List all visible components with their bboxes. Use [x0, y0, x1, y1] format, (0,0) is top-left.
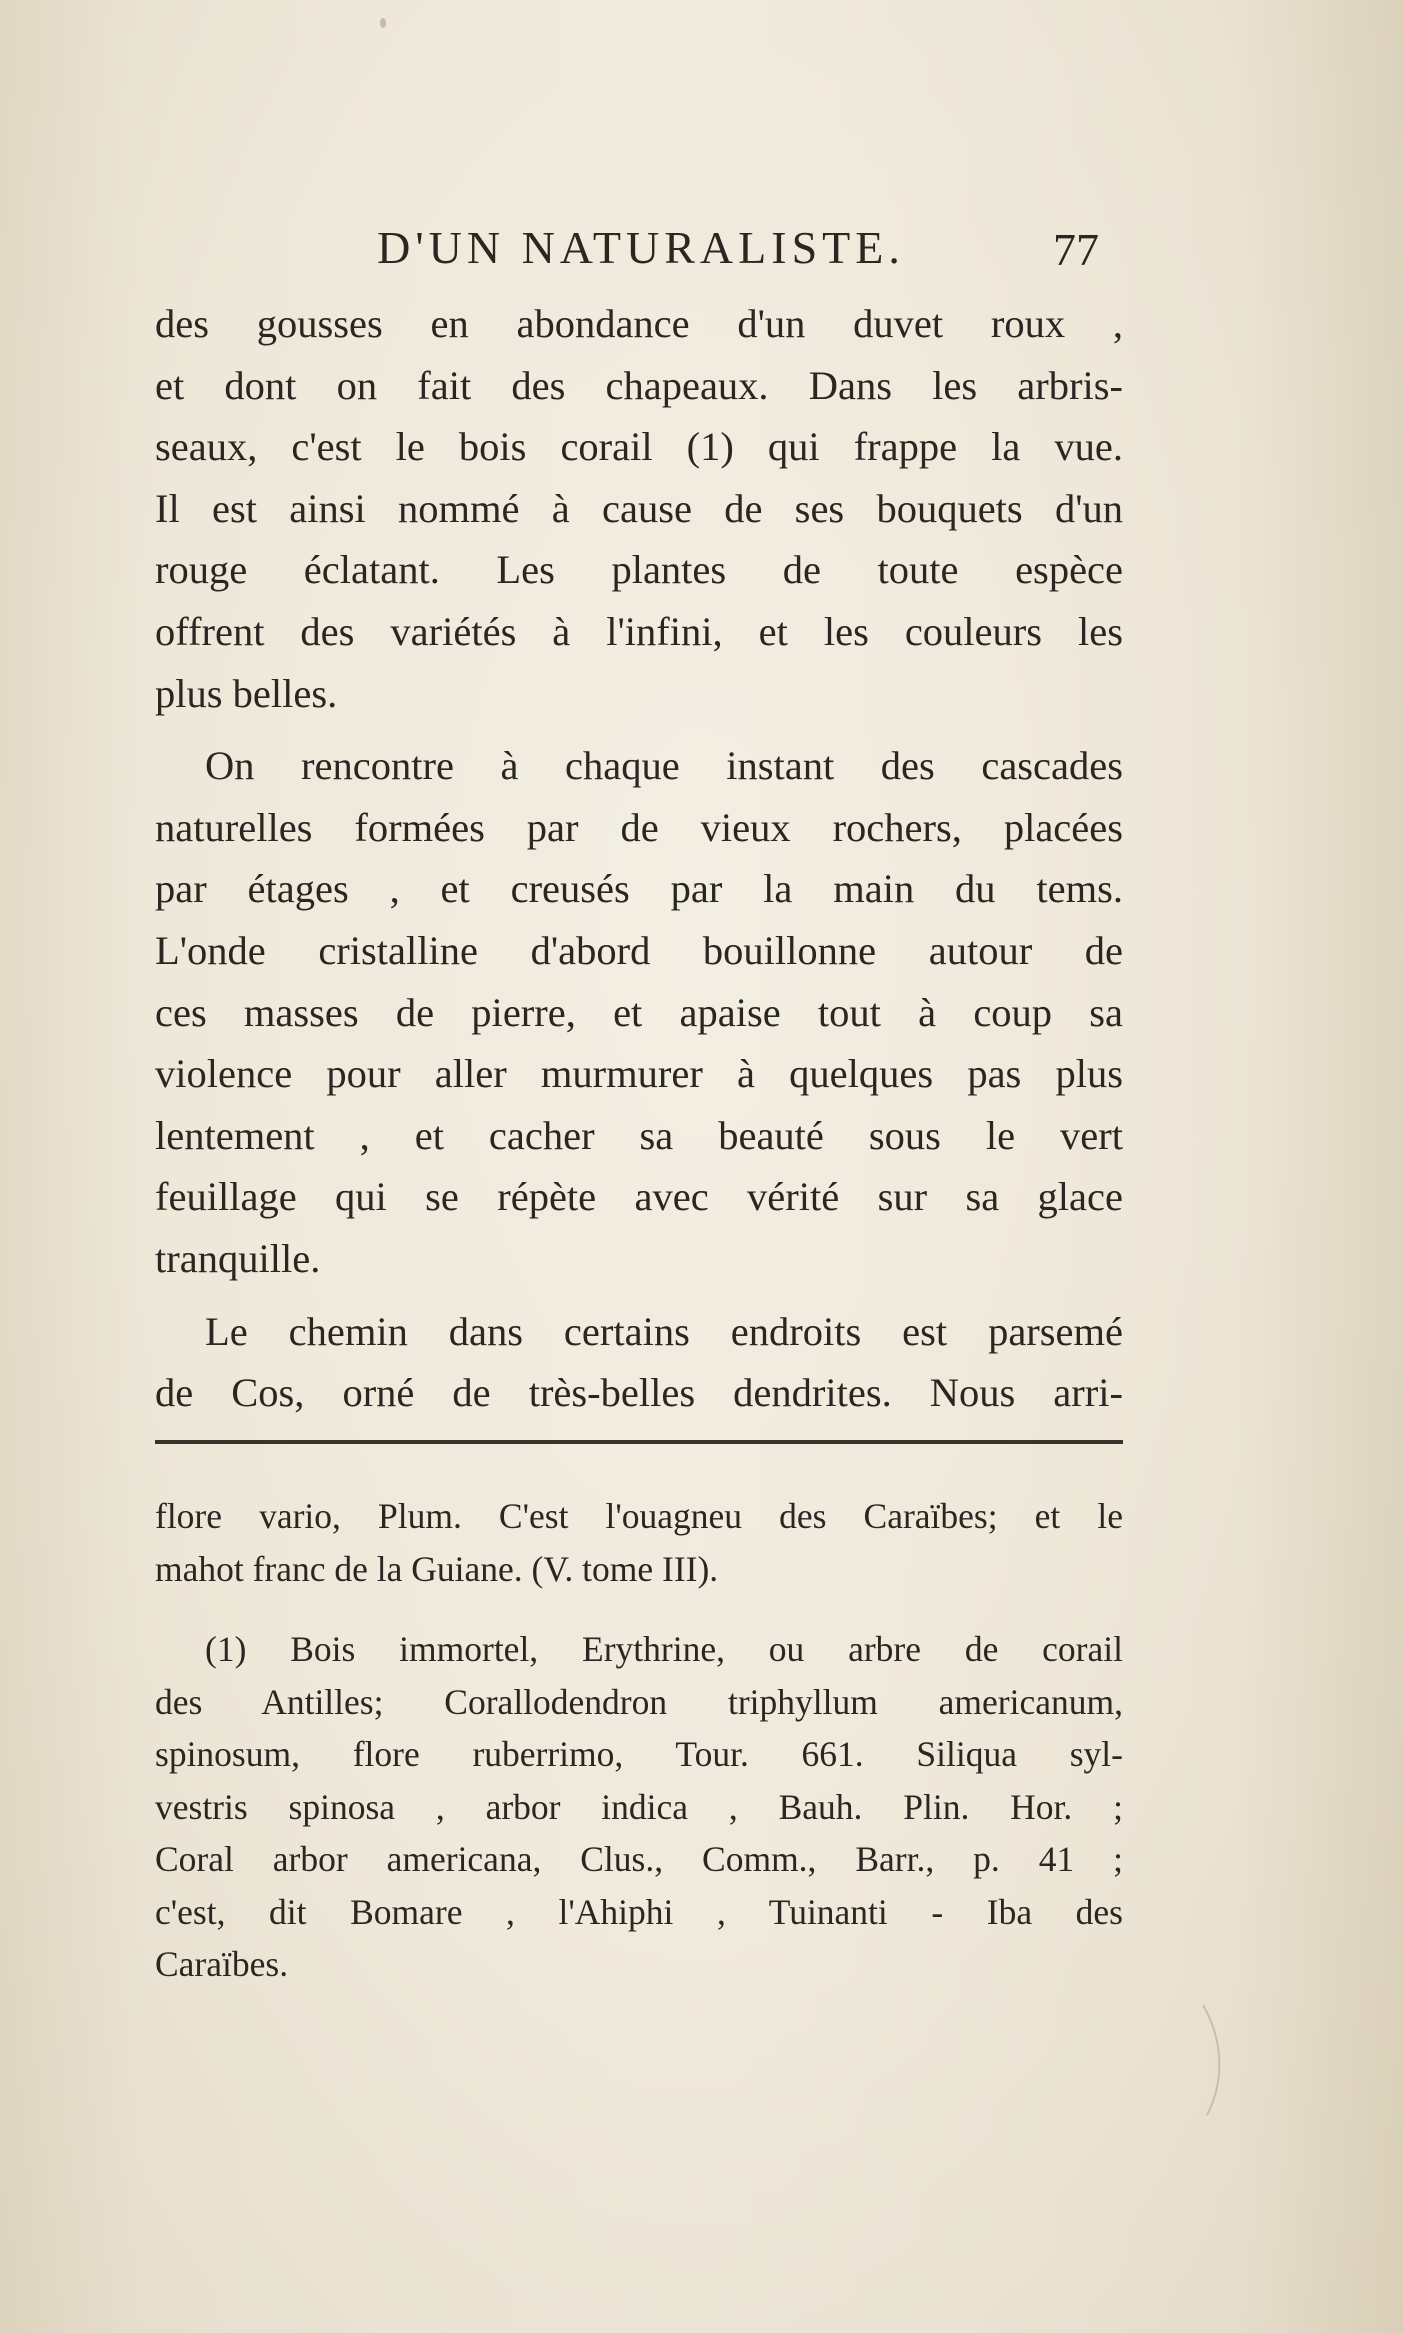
running-title: D'UN NATURALISTE. [377, 222, 905, 273]
paragraph [155, 735, 1123, 1289]
text-line: naturelles formées par de vieux rochers, placées [155, 804, 1123, 850]
footnote-line: mahot franc de la Guiane. (V. tome III). [155, 1548, 719, 1589]
text-line: tranquille. [155, 1235, 321, 1281]
text-line: L'onde cristalline d'abord bouillonne autour de [155, 927, 1123, 973]
page-header [155, 218, 1127, 278]
footnote-line: c'est, dit Bomare , l'Ahiphi , Tuinanti - Iba des [155, 1891, 1123, 1932]
text-line: de Cos, orné de très-belles dendrites. Nous arri- [155, 1370, 1123, 1416]
ink-smudge [380, 18, 386, 28]
text-line: rouge éclatant. Les plantes de toute espèce [155, 547, 1123, 593]
footnote-line: vestris spinosa , arbor indica , Bauh. Plin. Hor. ; [155, 1786, 1123, 1827]
paragraph [155, 1301, 1123, 1424]
text-line: plus belles. [155, 670, 338, 716]
footnote-line: des Antilles; Corallodendron triphyllum americanum, [155, 1681, 1123, 1722]
text-line: par étages , et creusés par la main du tems. [155, 866, 1123, 912]
text-line: offrent des variétés à l'infini, et les couleurs les [155, 608, 1123, 654]
footnote-line: (1) Bois immortel, Erythrine, ou arbre de corail [205, 1629, 1123, 1669]
paragraph [155, 293, 1123, 724]
footnote-rule [155, 1440, 1123, 1444]
text-line: violence pour aller murmurer à quelques pas plus [155, 1051, 1123, 1097]
paper-mark [1195, 2000, 1235, 2120]
footnote-line: Caraïbes. [155, 1944, 289, 1984]
footnote-line: spinosum, flore ruberrimo, Tour. 661. Siliqua syl- [155, 1734, 1123, 1774]
footnote [155, 1490, 1123, 1595]
text-line: et dont on fait des chapeaux. Dans les arbris- [155, 362, 1123, 408]
footnote-line: flore vario, Plum. C'est l'ouagneu des Caraïbes; et le [155, 1496, 1123, 1536]
footnotes [155, 1490, 1123, 1991]
text-line: des gousses en abondance d'un duvet roux , [155, 301, 1123, 346]
text-line: feuillage qui se répète avec vérité sur sa glace [155, 1174, 1123, 1220]
text-line: Le chemin dans certains endroits est parsemé [205, 1308, 1123, 1354]
text-line: lentement , et cacher sa beauté sous le vert [155, 1112, 1123, 1158]
page-number: 77 [1053, 224, 1099, 275]
text-line: Il est ainsi nommé à cause de ses bouquets d'un [155, 485, 1123, 531]
text-line: ces masses de pierre, et apaise tout à coup sa [155, 989, 1123, 1035]
footnote-line: Coral arbor americana, Clus., Comm., Barr., p. 41 ; [155, 1839, 1123, 1879]
footnote [155, 1623, 1123, 1991]
text-line: On rencontre à chaque instant des cascades [205, 743, 1123, 789]
main-text [155, 293, 1123, 1424]
text-line: seaux, c'est le bois corail (1) qui frappe la vue. [155, 424, 1123, 470]
